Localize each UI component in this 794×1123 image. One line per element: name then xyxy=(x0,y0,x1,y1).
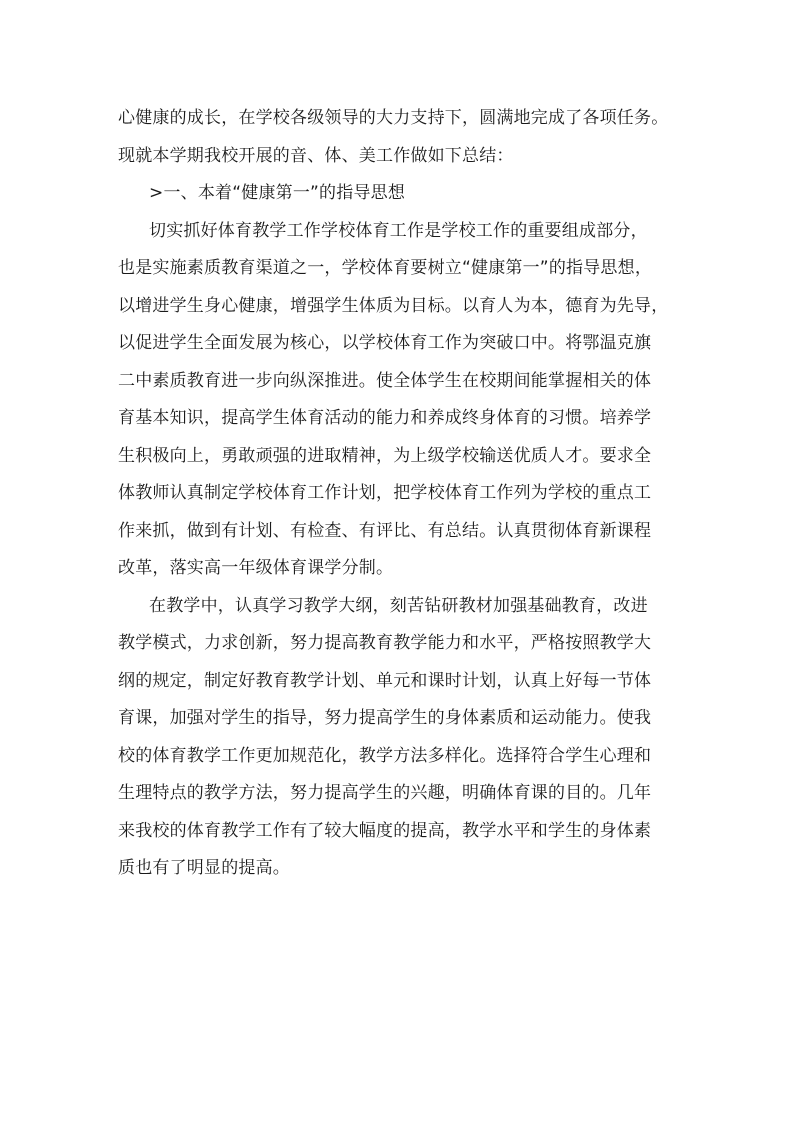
text-line: 在教学中，认真学习教学大纲，刻苦钻研教材加强基础教育，改进 xyxy=(149,595,648,616)
opening-paragraph xyxy=(118,100,678,175)
text-line: 教学模式，力求创新，努力提高教育教学能力和水平，严格按照教学大 xyxy=(118,633,652,653)
text-line: 作来抓，做到有计划、有检查、有评比、有总结。认真贯彻体育新课程 xyxy=(118,520,652,541)
text-line: 纲的规定，制定好教育教学计划、单元和课时计划，认真上好每一节体 xyxy=(118,670,652,691)
section-heading: >一、本着“健康第一”的指导思想 xyxy=(149,183,406,203)
text-line: 切实抓好体育教学工作学校体育工作是学校工作的重要组成部分， xyxy=(149,220,648,241)
text-line: 生理特点的教学方法，努力提高学生的兴趣，明确体育课的目的。几年 xyxy=(118,783,652,803)
text-line: 二中素质教育进一步向纵深推进。使全体学生在校期间能掌握相关的体 xyxy=(118,370,652,391)
text-line: 质也有了明显的提高。 xyxy=(118,858,290,878)
text-line: 以增进学生身心健康，增强学生体质为目标。以育人为本，德育为先导， xyxy=(118,295,669,316)
text-line: 育基本知识，提高学生体育活动的能力和养成终身体育的习惯。培养学 xyxy=(118,408,652,428)
document-body xyxy=(118,100,678,888)
text-line: 也是实施素质教育渠道之一，学校体育要树立“健康第一”的指导思想， xyxy=(118,258,653,278)
paragraph-physical-education xyxy=(118,213,678,588)
paragraph-teaching xyxy=(118,588,678,888)
text-line: 现就本学期我校开展的音、体、美工作做如下总结： xyxy=(118,145,514,166)
text-line: 体教师认真制定学校体育工作计划，把学校体育工作列为学校的重点工 xyxy=(118,483,652,503)
text-line: 以促进学生全面发展为核心，以学校体育工作为突破口中。将鄂温克旗 xyxy=(118,333,652,353)
text-line: 心健康的成长，在学校各级领导的大力支持下，圆满地完成了各项任务。 xyxy=(118,108,669,128)
text-line: 改革，落实高一年级体育课学分制。 xyxy=(118,558,394,578)
text-line: 育课，加强对学生的指导，努力提高学生的身体素质和运动能力。使我 xyxy=(118,708,652,728)
text-line: 来我校的体育教学工作有了较大幅度的提高，教学水平和学生的身体素 xyxy=(118,820,652,841)
text-line: 生积极向上，勇敢顽强的进取精神，为上级学校输送优质人才。要求全 xyxy=(118,445,652,466)
text-line: 校的体育教学工作更加规范化，教学方法多样化。选择符合学生心理和 xyxy=(118,745,652,766)
